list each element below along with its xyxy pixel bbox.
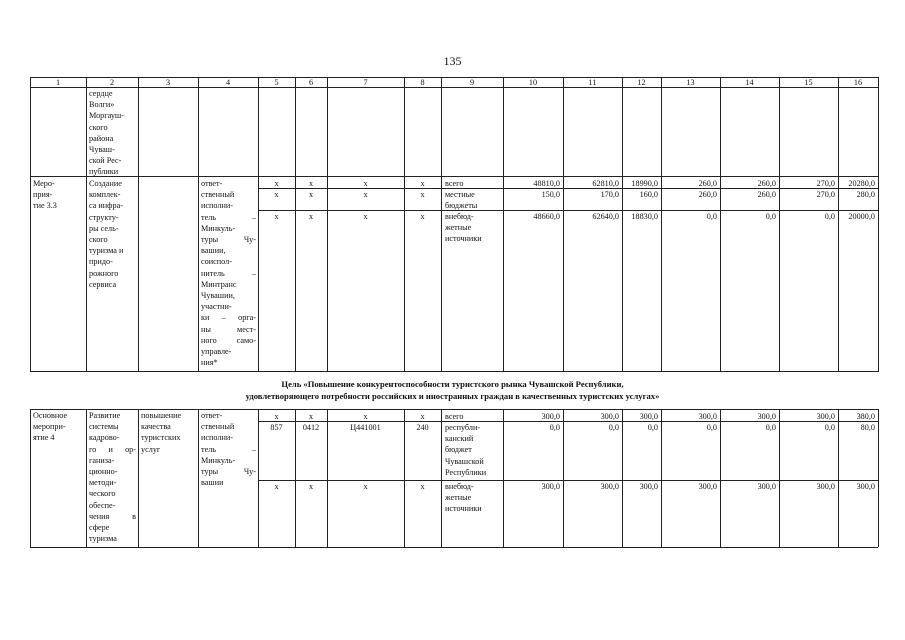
amount-cell: 0,0 [549, 423, 560, 432]
code-c5: x [274, 179, 279, 188]
column-number-12: 12 [637, 77, 646, 87]
column-number-4: 4 [225, 77, 231, 87]
code-c5: x [274, 190, 279, 199]
amount-cell: 260,0 [757, 190, 776, 199]
column-rule [878, 409, 879, 547]
column-number-9: 9 [469, 77, 475, 87]
column-rule [622, 77, 623, 372]
amount-cell: 80,0 [860, 423, 875, 432]
column-rule [258, 77, 259, 372]
event-3-3-label: Меро- прия- тие 3.3 [33, 179, 57, 211]
code-c5: 857 [270, 423, 283, 432]
code-c8: x [420, 212, 425, 221]
amount-cell: 20000,0 [848, 212, 875, 221]
code-c6: x [308, 179, 314, 188]
code-c7: x [363, 482, 368, 491]
column-rule [878, 77, 879, 372]
amount-cell: 270,0 [816, 179, 835, 188]
column-rule [503, 77, 504, 372]
amount-cell: 270,0 [816, 190, 835, 199]
amount-cell: 0,0 [765, 423, 776, 432]
amount-cell: 380,0 [856, 412, 875, 421]
continued-program-text: сердце Волги» Моргауш- ского района Чуваш- ской Рес- публики [89, 89, 124, 177]
column-rule [138, 77, 139, 372]
amount-cell: 300,0 [757, 482, 776, 491]
column-rule [327, 77, 328, 372]
amount-cell: 0,0 [647, 423, 658, 432]
page-number: 135 [443, 54, 462, 68]
code-c8: x [420, 412, 425, 421]
row-separator [30, 176, 878, 177]
amount-cell: 48660,0 [533, 212, 560, 221]
funding-source: республи- канский бюджет Чувашской Республики [445, 423, 487, 477]
amount-cell: 300,0 [541, 412, 560, 421]
code-c6: x [308, 412, 314, 421]
column-rule [30, 409, 31, 547]
amount-cell: 20280,0 [848, 179, 875, 188]
amount-cell: 260,0 [698, 190, 717, 199]
column-number-10: 10 [528, 77, 538, 87]
column-number-1: 1 [55, 77, 61, 87]
code-c6: x [308, 190, 314, 199]
main-event-4-executors: ответ- ственный исполни- тель – Минкуль- туры Чу- вашии [201, 411, 256, 488]
column-rule [563, 77, 564, 372]
column-number-3: 3 [165, 77, 171, 87]
amount-cell: 48810,0 [533, 179, 560, 188]
main-event-4-description: Развитие системы кадрово- го и ор- ганиза- ционно- методи- ческого обеспе- чения в сфере туризма [89, 411, 136, 544]
code-c7: x [363, 190, 368, 199]
code-c6: x [308, 482, 314, 491]
amount-cell: 280,0 [856, 190, 875, 199]
column-rule [86, 77, 87, 372]
column-number-6: 6 [308, 77, 314, 87]
amount-cell: 160,0 [639, 190, 658, 199]
amount-cell: 300,0 [816, 482, 835, 491]
amount-cell: 62810,0 [592, 179, 619, 188]
table-border-bottom [30, 547, 878, 548]
amount-cell: 0,0 [706, 423, 717, 432]
amount-cell: 150,0 [541, 190, 560, 199]
event-3-3-executors: ответ- ственный исполни- тель – Минкуль- туры Чу- вашии, соиспол- нитель – Минтранс Чувашии, участни- ки – орга- ны мест- ного само- управле- ния* [201, 179, 256, 368]
code-c8: x [420, 482, 425, 491]
column-rule [138, 409, 139, 547]
amount-cell: 300,0 [856, 482, 875, 491]
code-c8: x [420, 179, 425, 188]
amount-cell: 0,0 [608, 423, 619, 432]
code-c7: x [363, 412, 368, 421]
amount-cell: 300,0 [639, 482, 658, 491]
code-c6: x [308, 212, 314, 221]
column-number-8: 8 [420, 77, 425, 87]
amount-cell: 170,0 [600, 190, 619, 199]
code-c6: 0412 [302, 423, 320, 432]
amount-cell: 300,0 [698, 412, 717, 421]
code-c8: x [420, 190, 425, 199]
funding-source: внебюд- жетные источники [445, 482, 482, 514]
amount-cell: 0,0 [765, 212, 776, 221]
amount-cell: 300,0 [600, 482, 619, 491]
column-rule [198, 409, 199, 547]
column-rule [720, 77, 721, 372]
code-c5: x [274, 412, 279, 421]
amount-cell: 300,0 [816, 412, 835, 421]
column-rule [661, 77, 662, 372]
main-event-4-result: повышение качества туристских услуг [141, 411, 182, 454]
event-3-3-description: Создание комплек- са инфра- структу- ры сель- ского туризма и придо- рожного сервиса [89, 179, 124, 289]
column-rule [295, 77, 296, 372]
column-number-16: 16 [853, 77, 863, 87]
column-rule [441, 77, 442, 372]
amount-cell: 0,0 [824, 212, 835, 221]
column-rule [404, 77, 405, 372]
amount-cell: 300,0 [541, 482, 560, 491]
amount-cell: 260,0 [757, 179, 776, 188]
column-rule [441, 409, 442, 547]
amount-cell: 18830,0 [631, 212, 658, 221]
amount-cell: 260,0 [698, 179, 717, 188]
column-rule [198, 77, 199, 372]
column-number-14: 14 [745, 77, 754, 87]
amount-cell: 62640,0 [592, 212, 619, 221]
funding-source: всего [445, 179, 464, 188]
amount-cell: 0,0 [824, 423, 835, 432]
column-number-7: 7 [363, 77, 368, 87]
amount-cell: 0,0 [706, 212, 717, 221]
amount-cell: 300,0 [600, 412, 619, 421]
amount-cell: 300,0 [698, 482, 717, 491]
code-c5: x [274, 482, 279, 491]
funding-source: внебюд- жетные источники [445, 212, 482, 244]
amount-cell: 300,0 [757, 412, 776, 421]
column-number-5: 5 [274, 77, 279, 87]
amount-cell: 18990,0 [631, 179, 658, 188]
code-c7: x [363, 212, 368, 221]
funding-source: местные бюджеты [445, 190, 478, 211]
column-rule [779, 77, 780, 372]
table-border-bottom [30, 371, 878, 372]
goal-heading: Цель «Повышение конкурентоспособности туристского рынка Чувашской Республики, удовлетворяющего потребности российских и иностранных граждан в качественных туристских услугах» [245, 379, 660, 401]
column-number-15: 15 [804, 77, 813, 87]
code-c8: 240 [416, 423, 429, 432]
column-number-11: 11 [588, 77, 597, 87]
column-rule [838, 77, 839, 372]
main-event-4-label: Основное меропри- ятие 4 [33, 411, 68, 443]
column-rule [86, 409, 87, 547]
funding-source: всего [445, 412, 464, 421]
column-number-2: 2 [109, 77, 115, 87]
column-rule [30, 77, 31, 372]
amount-cell: 300,0 [639, 412, 658, 421]
code-c5: x [274, 212, 279, 221]
code-c7: Ц441001 [350, 423, 381, 432]
column-number-13: 13 [686, 77, 695, 87]
code-c7: x [363, 179, 368, 188]
